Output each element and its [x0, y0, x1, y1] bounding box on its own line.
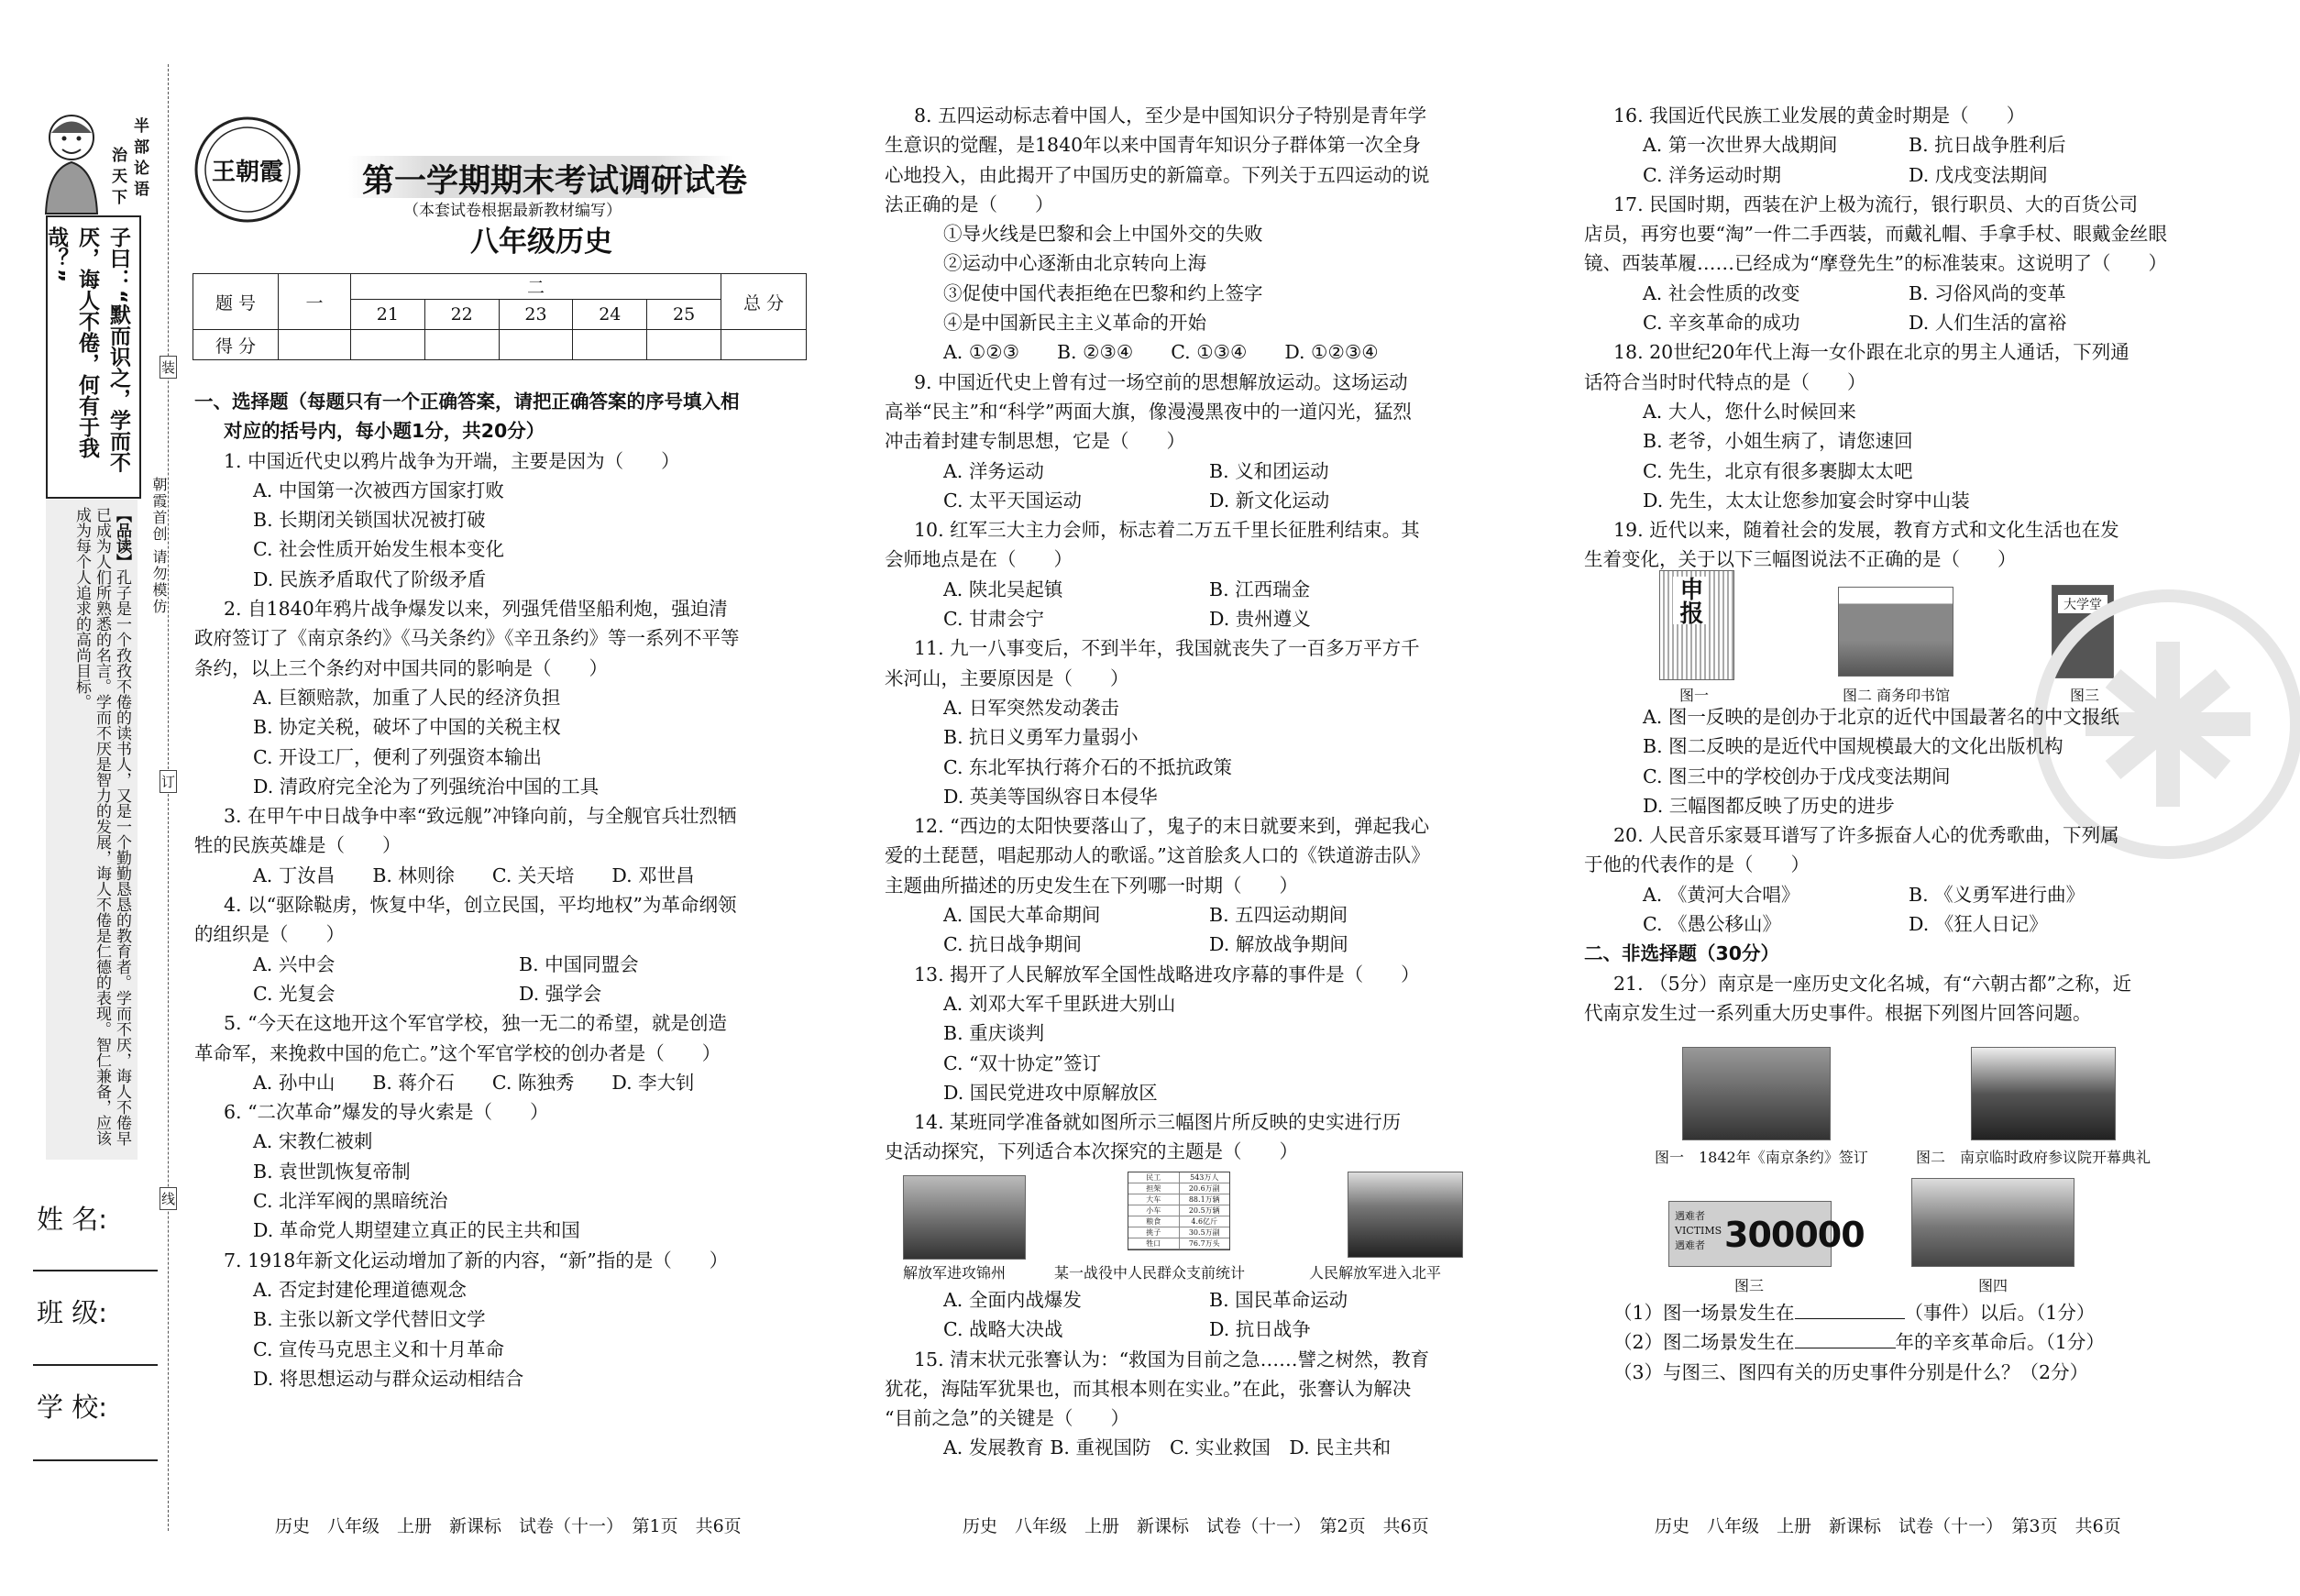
answer-option: C. 光复会 [253, 982, 336, 1005]
q19-figure-commercial-press [1838, 587, 1953, 677]
answer-option: ④是中国新民主主义革命的开始 [943, 312, 1206, 335]
question-text: 法正确的是（ ） [885, 193, 1054, 215]
answer-option: D. 强学会 [519, 982, 602, 1005]
answer-option: A. 巨额赔款，加重了人民的经济负担 [253, 686, 561, 709]
question-stem: 2. 自1840年鸦片战争爆发以来，列强凭借坚船利炮，强迫清 [224, 598, 728, 621]
answer-option: B. 图二反映的是近代中国规模最大的文化出版机构 [1643, 735, 2063, 758]
answer-option: A. 日军突然发动袭击 [943, 696, 1119, 719]
question-text: 牲的民族英雄是（ ） [194, 834, 402, 857]
answer-options [885, 1285, 1429, 1315]
answer-option: C. 北洋军阀的黑暗统治 [253, 1190, 448, 1213]
question-text: 革命军，来挽救中国的危亡。”这个军官学校的创办者是（ ） [194, 1041, 721, 1064]
answer-option: C. 抗日战争期间 [943, 933, 1082, 956]
answer-option: C. “双十协定”签订 [943, 1051, 1101, 1074]
question-text: 店员，再穷也要“淘”一件二手西装，而戴礼帽、手拿手杖、眼戴金丝眼 [1584, 223, 2167, 246]
answer-option: C. 宣传马克思主义和十月革命 [253, 1337, 504, 1360]
seal-top: 装 [160, 356, 177, 379]
support-table-cell: 30.5万副 [1188, 1228, 1220, 1237]
gate-plaque: 大学堂 [2058, 595, 2107, 613]
question-text: 话符合当时时代特点的是（ ） [1584, 370, 1866, 393]
class-label: 班 级: [37, 1297, 107, 1328]
score-cell[interactable] [499, 330, 573, 360]
answer-option: A. 否定封建伦理道德观念 [253, 1278, 467, 1301]
answer-option: D. 先生，太太让您参加宴会时穿中山装 [1643, 489, 1970, 512]
q21-figure-senate [1971, 1047, 2116, 1140]
q21-caption-3: 图三 [1734, 1277, 1765, 1294]
support-table-cell: 牲口 [1128, 1238, 1180, 1249]
answer-options [885, 1315, 1429, 1344]
question-text: 心地投入，由此揭开了中国历史的新篇章。下列关于五四运动的说 [885, 163, 1430, 186]
part-two: 二 [351, 274, 721, 300]
answer-option: A. 国民大革命期间 [943, 904, 1101, 927]
question-stem: 12. “西边的太阳快要落山了，鬼子的末日就要来到，弹起我心 [914, 815, 1430, 838]
answer-option: B. 《义勇军进行曲》 [1909, 883, 2085, 906]
question-number: 22 [424, 300, 499, 330]
footer-page-3: 历史 八年级 上册 新课标 试卷（十一） 第3页 共6页 [1655, 1516, 2121, 1536]
question-stem: 17. 民国时期，西装在沪上极为流行，银行职员、大的百货公司 [1613, 193, 2139, 215]
answer-option: ①导火线是巴黎和会上中国外交的失败 [943, 223, 1263, 246]
answer-options [885, 604, 1430, 633]
motto-label-2: 治天下 [108, 147, 127, 210]
support-table-row [1128, 1194, 1229, 1205]
answer-option: A. 发展教育 B. 重视国防 C. 实业救国 D. 民主共和 [943, 1436, 1392, 1459]
answer-options [1584, 160, 2167, 190]
question-stem: 15. 清末状元张謇认为：“救国为目前之急……譬之树然，教育 [914, 1348, 1430, 1370]
column-2-continued [885, 1285, 1429, 1463]
question-text: 米河山，主要原因是（ ） [885, 666, 1129, 689]
answer-option: A. 社会性质的改变 [1643, 281, 1800, 304]
answer-option: D. 将思想运动与群众运动相结合 [253, 1367, 524, 1390]
answer-options [1584, 308, 2167, 337]
answer-options [194, 979, 740, 1008]
answer-option: B. 抗日义勇军力量弱小 [943, 726, 1139, 749]
q21-answers [1613, 1298, 2105, 1387]
answer-option: B. 江西瑞金 [1209, 578, 1311, 600]
q14-support-table [1128, 1172, 1230, 1250]
logo [193, 115, 303, 225]
confucius-illustration [35, 105, 110, 215]
support-table-cell: 4.6亿斤 [1191, 1217, 1218, 1226]
answer-option: B. 义和团运动 [1209, 459, 1329, 482]
answer-option: C. 《愚公移山》 [1643, 913, 1781, 936]
quote-box [46, 215, 141, 499]
answer-1-prefix: （1）图一场景发生在 [1613, 1302, 1795, 1324]
answer-option: C. 图三中的学校创办于戊戌变法期间 [1643, 765, 1951, 787]
answer-option: C. 开设工厂，便利了列强资本输出 [253, 745, 542, 768]
answer-options [885, 930, 1430, 959]
answer-option: C. 战略大决战 [943, 1318, 1063, 1341]
seal-bottom: 线 [160, 1187, 177, 1210]
support-table-row [1128, 1227, 1229, 1238]
answer-option: D. 解放战争期间 [1209, 933, 1348, 956]
cut-line [168, 64, 169, 1531]
exam-subtitle: （本套试卷根据最新教材编写） [403, 202, 622, 220]
reading-text: 孔子是一个孜孜不倦的读书人，又是一个勤勤恳恳的教育者。学而不厌，诲人不倦早已成为人们所熟悉的名言。学而不厌是智力的发展，诲人不倦是仁德的表现。智仁兼备，应该成为每个人追求的高尚目标。 [72, 507, 131, 1146]
question-text: 会师地点是在（ ） [885, 548, 1073, 571]
question-text: 高举“民主”和“科学”两面大旗，像漫漫黑夜中的一道闪光，猛烈 [885, 400, 1412, 423]
question-text: “目前之急”的关键是（ ） [885, 1407, 1129, 1430]
column-2 [885, 101, 1430, 1167]
grade-subject: 八年级历史 [470, 226, 612, 259]
answer-option: D. 革命党人期望建立真正的民主共和国 [253, 1219, 580, 1242]
question-text: 条约，以上三个条约对中国共同的影响是（ ） [194, 656, 608, 679]
footer-page-2: 历史 八年级 上册 新课标 试卷（十一） 第2页 共6页 [963, 1516, 1429, 1536]
support-table-cell: 20.6万副 [1188, 1184, 1220, 1193]
question-text: 史活动探究，下列适合本次探究的主题是（ ） [885, 1140, 1298, 1163]
answer-option: D. 英美等国纵容日本侵华 [943, 785, 1158, 808]
answer-options [885, 900, 1430, 930]
question-stem: 4. 以“驱除鞑虏，恢复中华，创立民国，平均地权”为革命纲领 [224, 894, 737, 917]
class-field[interactable] [33, 1364, 158, 1366]
question-stem: 3. 在甲午中日战争中率“致远舰”冲锋向前，与全舰官兵壮烈牺 [224, 805, 737, 828]
answer-option: B. 习俗风尚的变革 [1909, 281, 2066, 304]
answer-2-prefix: （2）图二场景发生在 [1613, 1331, 1795, 1354]
answer-option: A. 中国第一次被西方国家打败 [253, 479, 504, 501]
answer-options [885, 457, 1430, 486]
answer-option: D. 三幅图都反映了历史的进步 [1643, 794, 1895, 817]
question-stem: 16. 我国近代民族工业发展的黄金时期是（ ） [1613, 105, 2026, 127]
support-table-cell: 小车 [1128, 1205, 1180, 1216]
support-table-cell: 粮食 [1128, 1216, 1180, 1227]
answer-option: A. ①②③ B. ②③④ C. ①③④ D. ①②③④ [943, 341, 1379, 364]
q19-caption-3: 图三 [2070, 687, 2100, 704]
question-text: 于他的代表作的是（ ） [1584, 853, 1810, 876]
support-table-cell: 担架 [1128, 1183, 1180, 1194]
question-stem: 10. 红军三大主力会师，标志着二万五千里长征胜利结束。其 [914, 519, 1420, 542]
victims-label: 遇难者 VICTIMS 遇难者 [1675, 1210, 1722, 1251]
score-cell[interactable] [351, 330, 425, 360]
score-table [193, 273, 807, 360]
support-table-cell: 543万人 [1190, 1173, 1219, 1182]
answer-options [1584, 909, 2131, 939]
column-3 [1584, 101, 2167, 575]
column-3-continued [1584, 702, 2131, 1028]
copyright-note: 朝霞首创 请勿模仿 [150, 477, 168, 616]
support-table-cell: 20.5万辆 [1188, 1206, 1220, 1215]
reading-box [46, 500, 138, 1160]
question-stem: 21. （5分）南京是一座历史文化名城，有“六朝古都”之称，近 [1613, 972, 2132, 995]
answer-option: D. 抗日战争 [1209, 1318, 1311, 1341]
answer-options [1584, 130, 2167, 160]
answer-option: A. 宋教仁被刺 [253, 1130, 373, 1153]
question-stem: 18. 20世纪20年代上海一女仆跟在北京的男主人通话，下列通 [1613, 341, 2129, 364]
question-stem: 1. 中国近代史以鸦片战争为开端，主要是因为（ ） [224, 449, 680, 472]
name-field[interactable] [33, 1270, 158, 1271]
answer-option: C. 洋务运动时期 [1643, 163, 1781, 186]
score-cell[interactable] [424, 330, 499, 360]
answer-option: B. 中国同盟会 [519, 952, 639, 975]
answer-option: B. 长期闭关锁国状况被打破 [253, 509, 486, 532]
q14-figure-battle [903, 1175, 1026, 1260]
answer-option: C. 甘肃会宁 [943, 608, 1044, 631]
q21-figure-treaty [1682, 1047, 1831, 1140]
answer-option: A. 兴中会 [253, 952, 336, 975]
answer-option: B. 抗日战争胜利后 [1909, 134, 2066, 157]
score-cell[interactable] [721, 330, 807, 360]
exam-title: 第一学期期末考试调研试卷 [362, 163, 748, 200]
question-stem: 13. 揭开了人民解放军全国性战略进攻序幕的事件是（ ） [914, 963, 1420, 985]
answer-option: D. 新文化运动 [1209, 489, 1330, 512]
question-text: 生意识的觉醒，是1840年以来中国青年知识分子群体第一次全身 [885, 134, 1422, 157]
school-field[interactable] [33, 1459, 158, 1461]
q19-caption-1: 图一 [1679, 687, 1710, 704]
column-1 [194, 387, 740, 1393]
q21-caption-4: 图四 [1978, 1277, 2008, 1294]
answer-option: A. 刘邓大军千里跃进大别山 [943, 992, 1176, 1015]
answer-option: D. 清政府完全沦为了列强统治中国的工具 [253, 775, 600, 798]
motto-label: 半部论语 [130, 117, 149, 202]
score-cell[interactable] [573, 330, 647, 360]
question-text: 爱的土琵琶，唱起那动人的歌谣。”这首脍炙人口的《铁道游击队》 [885, 844, 1430, 867]
question-number: 23 [499, 300, 573, 330]
q14-caption-2: 某一战役中人民群众支前统计 [1054, 1264, 1246, 1282]
victims-number: 300000 [1724, 1215, 1865, 1255]
seal-mid: 订 [160, 770, 177, 793]
answer-option: A. 孙中山 B. 蒋介石 C. 陈独秀 D. 李大钊 [253, 1071, 695, 1094]
answer-option: B. 五四运动期间 [1209, 904, 1348, 927]
question-stem: 20. 人民音乐家聂耳谱写了许多振奋人心的优秀歌曲，下列属 [1613, 824, 2119, 847]
answer-2-suffix: 年的辛亥革命后。（1分） [1895, 1331, 2105, 1354]
answer-option: ②运动中心逐渐由北京转向上海 [943, 252, 1206, 275]
q19-caption-2: 图二 商务印书馆 [1843, 687, 1951, 704]
name-label: 姓 名: [37, 1204, 107, 1235]
answer-option: B. 老爷，小姐生病了，请您速回 [1643, 430, 1913, 453]
sidebar [0, 0, 176, 1596]
answer-option: B. 国民革命运动 [1209, 1289, 1348, 1311]
answer-1-blank[interactable] [1795, 1318, 1905, 1319]
answer-option: B. 协定关税，破坏了中国的关税主权 [253, 716, 561, 739]
answer-option: ③促使中国代表拒绝在巴黎和约上签字 [943, 281, 1263, 304]
support-table-cell: 挑子 [1128, 1227, 1180, 1238]
score-cell[interactable] [647, 330, 721, 360]
support-table-row [1128, 1238, 1229, 1249]
answer-option: A. 陕北吴起镇 [943, 578, 1063, 600]
support-table-cell: 88.1万辆 [1188, 1195, 1220, 1204]
q21-figure-victims [1668, 1201, 1865, 1267]
school-label: 学 校: [37, 1392, 107, 1423]
q14-caption-1: 解放军进攻锦州 [903, 1264, 1007, 1282]
answer-option: C. 东北军执行蒋介石的不抵抗政策 [943, 755, 1232, 778]
answer-option: B. 重庆谈判 [943, 1022, 1045, 1045]
answer-option: D. 戊戌变法期间 [1909, 163, 2048, 186]
answer-option: B. 袁世凯恢复帝制 [253, 1160, 411, 1183]
footer-page-1: 历史 八年级 上册 新课标 试卷（十一） 第1页 共6页 [275, 1516, 742, 1536]
answer-options [194, 950, 740, 979]
newspaper-masthead: 申报 [1673, 577, 1707, 624]
answer-option: A. 丁汝昌 B. 林则徐 C. 关天培 D. 邓世昌 [253, 864, 695, 886]
logo-text: 王朝霞 [211, 159, 283, 186]
answer-option: C. 社会性质开始发生根本变化 [253, 538, 504, 561]
support-table-cell: 76.7万头 [1188, 1239, 1220, 1248]
support-table-row [1128, 1216, 1229, 1227]
support-table-row [1128, 1172, 1229, 1183]
support-table-row [1128, 1205, 1229, 1216]
answer-option: A. 第一次世界大战期间 [1643, 134, 1838, 157]
answer-3: （3）与图三、图四有关的历史事件分别是什么？（2分） [1613, 1360, 2089, 1383]
answer-option: C. 辛亥革命的成功 [1643, 312, 1800, 335]
q21-caption-1: 图一 1842年《南京条约》签订 [1655, 1149, 1868, 1166]
question-text: 犹花，海陆军犹果也，而其根本则在实业。”在此，张謇认为解决 [885, 1377, 1412, 1400]
question-text: 主题曲所描述的历史发生在下列哪一时期（ ） [885, 874, 1298, 897]
q19-figure-newspaper [1659, 570, 1734, 680]
reading-content [72, 507, 132, 1153]
answer-options [1584, 880, 2131, 909]
answer-options [885, 575, 1430, 604]
answer-options [1584, 279, 2167, 308]
part-one: 一 [279, 274, 351, 330]
question-text: 镜、西装革履……已经成为“摩登先生”的标准装束。这说明了（ ） [1584, 252, 2167, 275]
answer-option: D. 国民党进攻中原解放区 [943, 1081, 1158, 1104]
answer-option: C. 太平天国运动 [943, 489, 1082, 512]
question-stem: 7. 1918年新文化运动增加了新的内容，“新”指的是（ ） [224, 1249, 729, 1271]
question-stem: 8. 五四运动标志着中国人，至少是中国知识分子特别是青年学 [914, 105, 1427, 127]
answer-option: B. 主张以新文学代替旧文学 [253, 1308, 486, 1331]
question-stem: 19. 近代以来，随着社会的发展，教育方式和文化生活也在发 [1613, 519, 2119, 542]
q14-figure-beiping [1348, 1172, 1463, 1258]
answer-option: C. 先生，北京有很多裹脚太太吧 [1643, 459, 1913, 482]
question-stem: 5. “今天在这地开这个军官学校，独一无二的希望，就是创造 [224, 1012, 728, 1035]
answer-option: A. 全面内战爆发 [943, 1289, 1082, 1311]
support-table-cell: 民工 [1128, 1172, 1180, 1183]
question-stem: 11. 九一八事变后，不到半年，我国就丧失了一百多万平方千 [914, 637, 1420, 660]
answer-1-suffix: （事件）以后。（1分） [1904, 1302, 2096, 1324]
question-stem: 14. 某班同学准备就如图所示三幅图片所反映的史实进行历 [914, 1111, 1402, 1134]
score-cell[interactable] [279, 330, 351, 360]
q14-caption-3: 人民解放军进入北平 [1309, 1264, 1442, 1282]
question-number: 24 [573, 300, 647, 330]
question-text: 政府签订了《南京条约》《马关条约》《辛丑条约》等一系列不平等 [194, 627, 740, 650]
row-label-question: 题 号 [193, 274, 279, 330]
answer-option: A. 图一反映的是创办于北京的近代中国最著名的中文报纸 [1643, 706, 2119, 728]
answer-option: A. 洋务运动 [943, 459, 1044, 482]
answer-option: D. 人们生活的富裕 [1909, 312, 2067, 335]
answer-option: A. 大人，您什么时候回来 [1643, 400, 1856, 423]
support-table-cell: 大车 [1128, 1194, 1180, 1205]
q21-figure-memorial [1911, 1178, 2074, 1267]
section-heading: 一、选择题（每题只有一个正确答案，请把正确答案的序号填入相 [194, 391, 740, 413]
question-number: 21 [351, 300, 425, 330]
quote-text: 子曰：“默而识之，学而不厌，诲人不倦，何有于我哉？” [44, 226, 130, 473]
answer-option: D. 民族矛盾取代了阶级矛盾 [253, 567, 487, 590]
answer-option: D. 贵州遵义 [1209, 608, 1311, 631]
question-text: 生着变化，关于以下三幅图说法不正确的是（ ） [1584, 548, 2017, 571]
section-heading: 二、非选择题（30分） [1584, 942, 1780, 965]
q21-caption-2: 图二 南京临时政府参议院开幕典礼 [1916, 1149, 2151, 1166]
question-stem: 6. “二次革命”爆发的导火索是（ ） [224, 1101, 549, 1124]
row-label-score: 得 分 [193, 330, 279, 360]
question-text: 代南京发生过一系列重大历史事件。根据下列图片回答问题。 [1584, 1001, 2092, 1024]
question-text: 冲击着封建专制思想，它是（ ） [885, 430, 1185, 453]
question-number: 25 [647, 300, 721, 330]
answer-option: A. 《黄河大合唱》 [1643, 883, 1800, 906]
reading-title: 【品读】 [113, 507, 131, 569]
total-label: 总 分 [721, 274, 807, 330]
question-text: 对应的括号内，每小题1分，共20分） [224, 420, 545, 443]
question-stem: 9. 中国近代史上曾有过一场空前的思想解放运动。这场运动 [914, 370, 1408, 393]
question-text: 的组织是（ ） [194, 923, 345, 946]
support-table-row [1128, 1183, 1229, 1194]
answer-option: D. 《狂人日记》 [1909, 913, 2048, 936]
answer-options [885, 486, 1430, 515]
